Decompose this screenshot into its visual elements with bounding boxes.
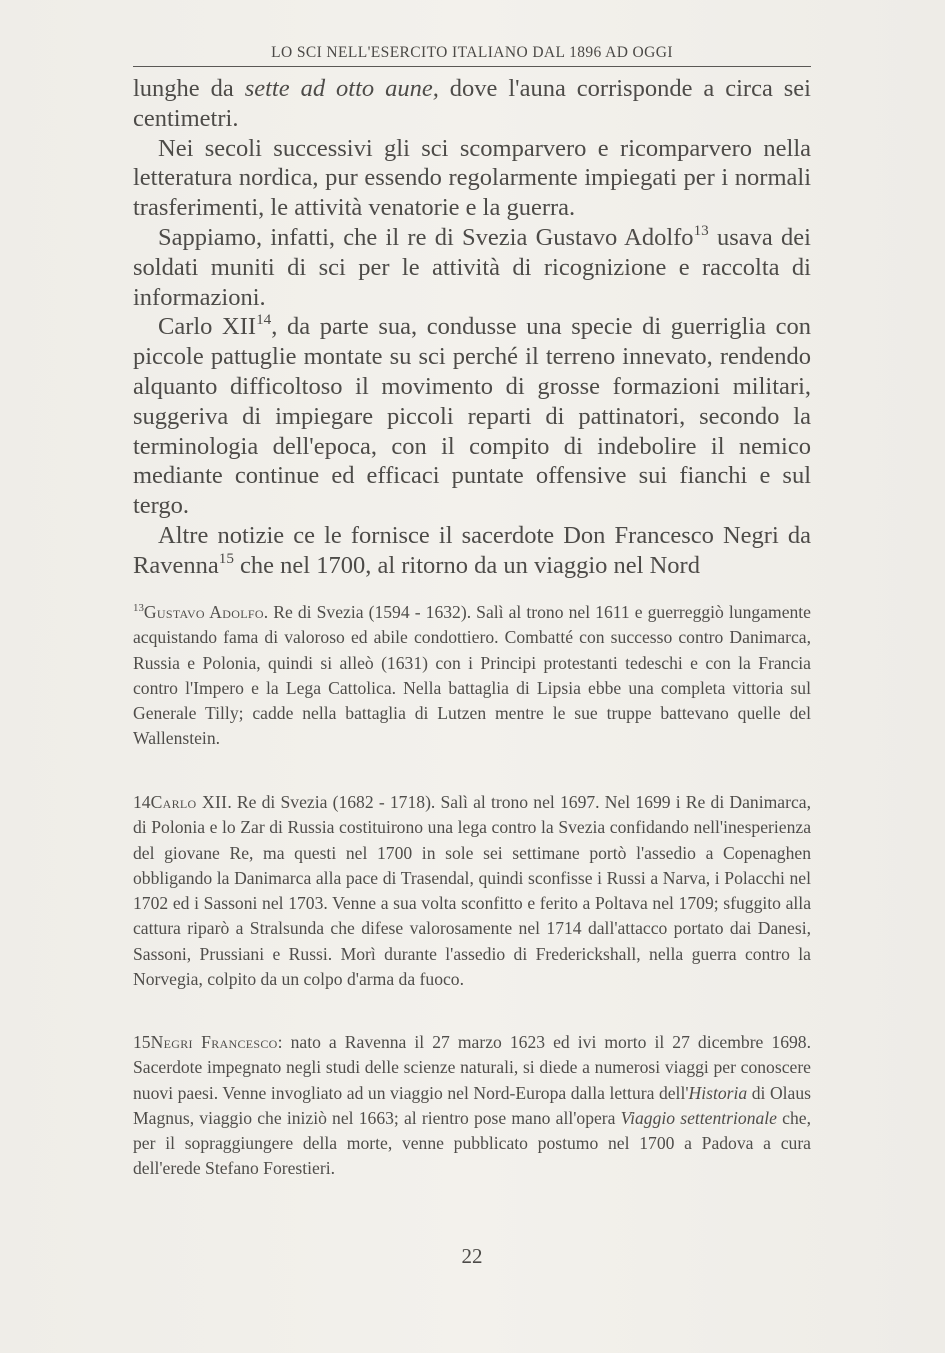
paragraph-5 bbox=[133, 521, 811, 581]
paragraph-3 bbox=[133, 223, 811, 312]
header-rule bbox=[133, 66, 811, 67]
footnote-15-body-middle: di Olaus Magnus, viaggio che iniziò nel 1663; al rientro pose mano all'opera bbox=[133, 1082, 811, 1128]
footnote-13-body: . Re di Svezia (1594 - 1632). Salì al trono nel 1611 e guerreggiò lungamente acquistando fama di valoroso ed abile condottiero. Combatté con successo contro Danimarca, Russia e Polonia, quindi si alleò (1631) con i Principi protestanti tedeschi e con la Francia contro l'Impero e la Lega Cattolica. Nella battaglia di Lipsia ebbe una completa vittoria sul Generale Tilly; cadde nella battaglia di Lutzen mentre le sue truppe battevano quelle del Wallenstein. bbox=[133, 602, 811, 749]
footnote-15-name: Negri Francesco bbox=[150, 1032, 278, 1052]
paragraph-1 bbox=[133, 74, 811, 134]
footnote-15-title-historia: Historia bbox=[688, 1082, 748, 1103]
footnote-15-body-end: che, per il sopraggiungere della morte, venne pubblicato postumo nel 1700 a Padova a cura dell'erede Stefano Forestieri. bbox=[133, 1107, 811, 1179]
footnote-15-text bbox=[133, 1030, 811, 1182]
footnote-14-number: 14 bbox=[133, 792, 151, 812]
footnote-ref-14: 14 bbox=[256, 311, 272, 329]
footnote-14-body: . Re di Svezia (1682 - 1718). Salì al trono nel 1697. Nel 1699 i Re di Danimarca, di Polonia e lo Zar di Russia costituirono una lega contro la Svezia confidando nell'inesperienza del giovane Re, ma questi nel 1700 in sole sei settimane portò l'assedio a Copenaghen obbligando la Danimarca alla pace di Trasendal, quindi sconfisse i Russi a Narva, i Polacchi nel 1702 ed i Sassoni nel 1703. Venne a sua volta sconfitto e ferito a Poltava nel 1709; sfuggito alla cattura riparò a Stralsunda che difese valorosamente nel 1714 dall'attacco portato dai Danesi, Sassoni, Prussiani e Russi. Morì durante l'assedio di Frederickshall, nella guerra contro la Norvegia, colpito da un colpo d'arma da fuoco. bbox=[133, 792, 811, 990]
paragraph-1-start: lunghe da bbox=[133, 75, 245, 102]
footnote-ref-15: 15 bbox=[218, 549, 234, 567]
paragraph-4 bbox=[133, 312, 811, 521]
footnote-15 bbox=[133, 1030, 811, 1182]
footnote-14-text bbox=[133, 790, 811, 992]
running-head: LO SCI NELL'ESERCITO ITALIANO DAL 1896 AD OGGI bbox=[271, 44, 673, 61]
paragraph-5-start: Altre notizie ce le fornisce il sacerdote Don Francesco Negri da Ravenna bbox=[133, 521, 811, 579]
paragraph-4-end: , da parte sua, condusse una specie di guerriglia con piccole pattuglie montate su sci perché il terreno innevato, rendendo alquanto difficoltoso il movimento di grosse formazioni militari, suggeriva di impiegare piccoli reparti di pattinatori, secondo la terminologia dell'epoca, con il compito di indebolire il nemico mediante continue ed efficaci puntate offensive sui fianchi e sul tergo. bbox=[133, 313, 811, 520]
footnote-13-text bbox=[133, 600, 811, 752]
paragraph-3-start: Sappiamo, infatti, che il re di Svezia Gustavo Adolfo bbox=[158, 223, 694, 251]
footnote-14-name: Carlo XII bbox=[150, 792, 228, 812]
footnote-13 bbox=[133, 600, 811, 752]
footnote-15-body-start: : nato a Ravenna il 27 marzo 1623 ed ivi morto il 27 dicembre 1698. Sacerdote impegnato negli studi delle scienze naturali, si diede a numerosi viaggi per conoscere nuovi paesi. Venne invogliato ad un viaggio nel Nord-Europa dalla lettura dell' bbox=[133, 1032, 812, 1103]
paragraph-5-end: che nel 1700, al ritorno da un viaggio nel Nord bbox=[233, 551, 700, 579]
paragraph-1-italic: sette ad otto aune, bbox=[244, 75, 439, 102]
page-number: 22 bbox=[461, 1244, 483, 1268]
paragraph-2: Nei secoli successivi gli sci scomparvero e ricomparvero nella letteratura nordica, pur essendo regolarmente impiegati per i normali trasferimenti, le attività venatorie e la guerra. bbox=[133, 134, 811, 222]
paragraph-3-end: usava dei soldati muniti di sci per le attività di ricognizione e raccolta di informazioni. bbox=[133, 223, 811, 311]
footnote-ref-13: 13 bbox=[693, 222, 709, 240]
footnote-14 bbox=[133, 790, 811, 992]
footnote-15-title-viaggio: Viaggio settentrionale bbox=[620, 1107, 777, 1128]
footnote-15-number: 15 bbox=[133, 1032, 151, 1052]
footnote-13-name: Gustavo Adolfo bbox=[143, 602, 264, 622]
footnote-13-number: 13 bbox=[133, 601, 144, 614]
paragraph-1-end: dove l'auna corrisponde a circa sei centimetri. bbox=[133, 75, 811, 132]
main-text bbox=[133, 74, 811, 581]
paragraph-4-start: Carlo XII bbox=[158, 313, 257, 341]
